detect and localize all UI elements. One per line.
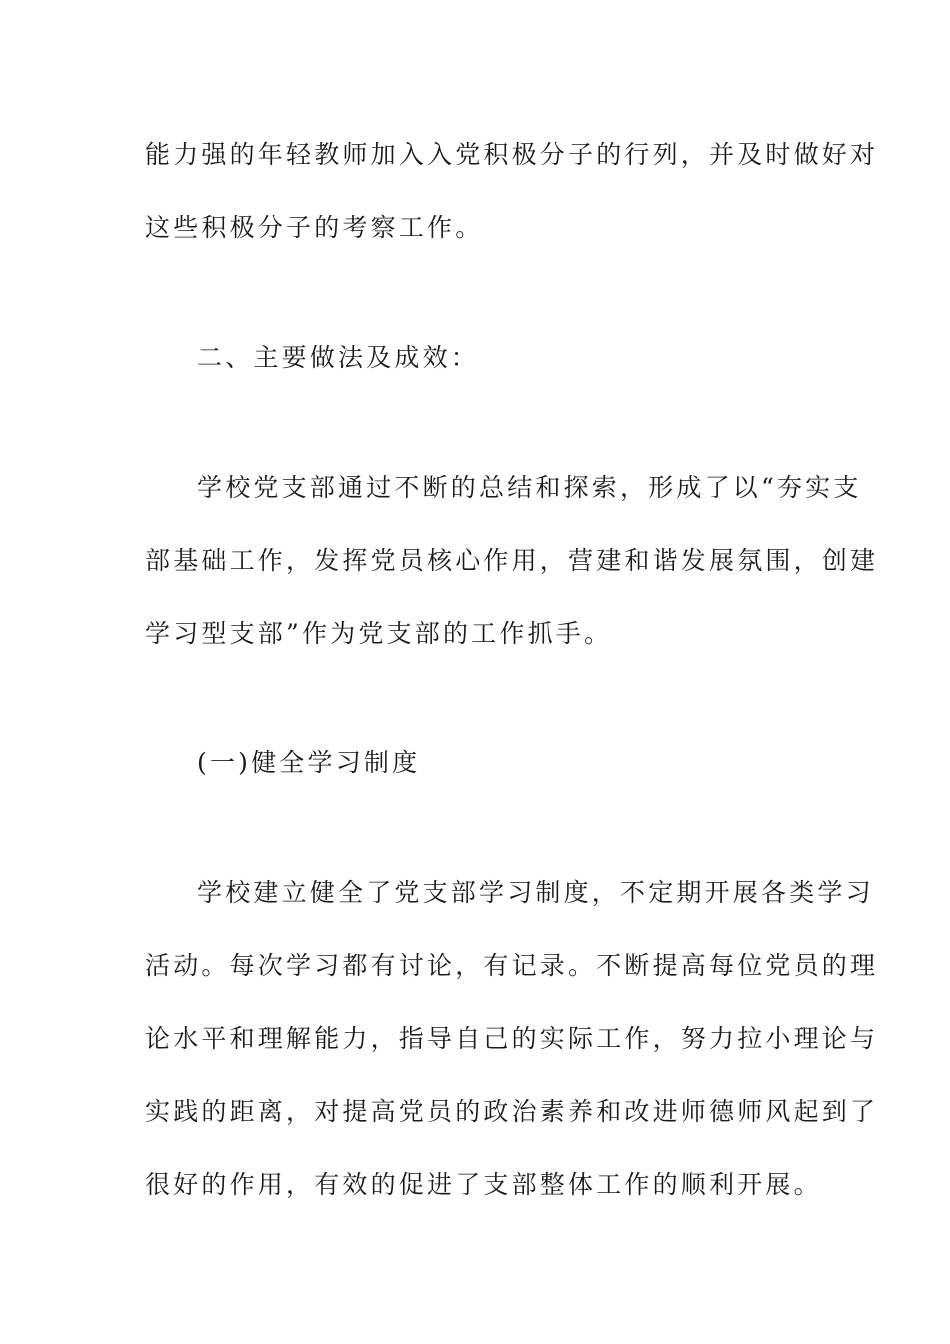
paragraph-3-line-1: 学校建立健全了党支部学习制度，不定期开展各类学习 xyxy=(197,878,874,907)
paragraph-2-line-2: 部基础工作，发挥党员核心作用，营建和谐发展氛围，创建 xyxy=(145,546,879,575)
paragraph-1-line-2: 这些积极分子的考察工作。 xyxy=(145,213,484,242)
section-heading: 二、主要做法及成效： xyxy=(197,343,480,372)
paragraph-3-line-4: 实践的距离，对提高党员的政治素养和改进师德师风起到了 xyxy=(145,1097,879,1126)
paragraph-3-line-5: 很好的作用，有效的促进了支部整体工作的顺利开展。 xyxy=(145,1170,822,1199)
paragraph-3-line-3: 论水平和理解能力，指导自己的实际工作，努力拉小理论与 xyxy=(145,1024,879,1053)
paragraph-2-line-1: 学校党支部通过不断的总结和探索，形成了以“夯实支 xyxy=(197,473,862,502)
paragraph-2-line-3: 学习型支部”作为党支部的工作抓手。 xyxy=(145,619,613,648)
paragraph-1-line-1: 能力强的年轻教师加入入党积极分子的行列，并及时做好对 xyxy=(145,140,879,169)
paragraph-3-line-2: 活动。每次学习都有讨论，有记录。不断提高每位党员的理 xyxy=(145,951,879,980)
subsection-heading: (一)健全学习制度 xyxy=(197,748,421,777)
